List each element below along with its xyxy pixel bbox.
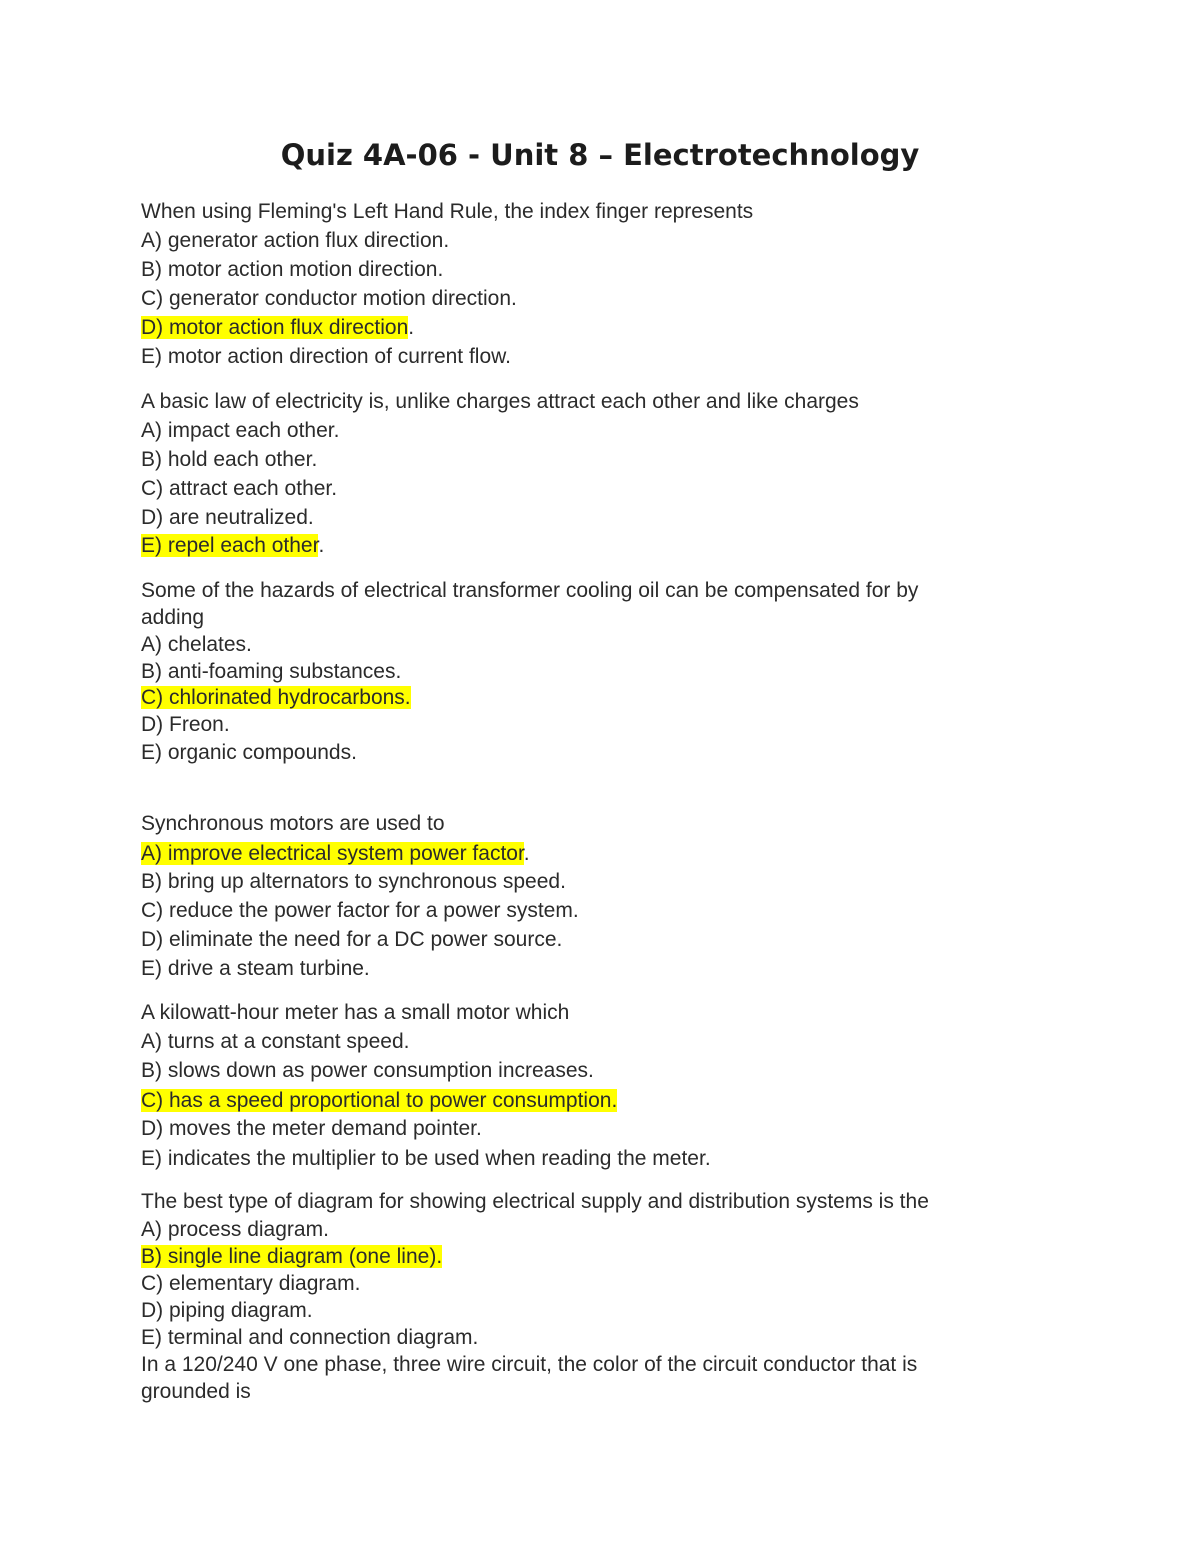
answer-option: E) drive a steam turbine. <box>141 957 370 980</box>
answer-option: B) slows down as power consumption increases. <box>141 1059 594 1082</box>
answer-option: C) reduce the power factor for a power system. <box>141 899 579 922</box>
answer-option: D) are neutralized. <box>141 506 314 529</box>
answer-option: A) turns at a constant speed. <box>141 1030 410 1053</box>
question-text: Synchronous motors are used to <box>141 812 445 835</box>
answer-option: D) eliminate the need for a DC power source. <box>141 928 563 951</box>
page-title: Quiz 4A-06 - Unit 8 – Electrotechnology <box>280 138 920 172</box>
answer-option-correct <box>141 840 530 868</box>
answer-option-correct <box>141 532 324 560</box>
question-text: A basic law of electricity is, unlike charges attract each other and like charges <box>141 390 859 413</box>
answer-option-correct <box>141 684 411 712</box>
answer-option: A) generator action flux direction. <box>141 229 450 252</box>
answer-option: E) motor action direction of current flow. <box>141 345 511 368</box>
answer-option: B) hold each other. <box>141 448 318 471</box>
question-text: In a 120/240 V one phase, three wire circuit, the color of the circuit conductor that is <box>141 1353 918 1376</box>
answer-option: E) terminal and connection diagram. <box>141 1326 479 1349</box>
correct-answer-highlight: B) single line diagram (one line). <box>141 1245 443 1268</box>
answer-option: C) attract each other. <box>141 477 338 500</box>
answer-option: B) bring up alternators to synchronous speed. <box>141 870 566 893</box>
correct-answer-highlight: A) improve electrical system power factor <box>141 842 524 865</box>
answer-punctuation: . <box>408 316 415 339</box>
answer-option: E) indicates the multiplier to be used when reading the meter. <box>141 1147 711 1170</box>
answer-option: A) impact each other. <box>141 419 340 442</box>
answer-option-correct <box>141 314 414 342</box>
answer-option: D) Freon. <box>141 713 230 736</box>
answer-option: E) organic compounds. <box>141 741 357 764</box>
answer-option-correct <box>141 1087 617 1115</box>
answer-option: C) generator conductor motion direction. <box>141 287 517 310</box>
answer-option: C) elementary diagram. <box>141 1272 361 1295</box>
answer-option: B) anti-foaming substances. <box>141 660 402 683</box>
correct-answer-highlight: C) has a speed proportional to power consumption. <box>141 1089 618 1112</box>
answer-option: A) chelates. <box>141 633 252 656</box>
answer-option: A) process diagram. <box>141 1218 329 1241</box>
correct-answer-highlight: D) motor action flux direction <box>141 316 409 339</box>
correct-answer-highlight: C) chlorinated hydrocarbons. <box>141 686 411 709</box>
question-text: The best type of diagram for showing electrical supply and distribution systems is the <box>141 1190 929 1213</box>
question-text: grounded is <box>141 1380 251 1403</box>
answer-punctuation: . <box>318 534 325 557</box>
answer-option: B) motor action motion direction. <box>141 258 444 281</box>
question-text: When using Fleming's Left Hand Rule, the index finger represents <box>141 200 754 223</box>
correct-answer-highlight: E) repel each other <box>141 534 319 557</box>
question-text: Some of the hazards of electrical transformer cooling oil can be compensated for by <box>141 579 919 602</box>
question-text: A kilowatt-hour meter has a small motor which <box>141 1001 570 1024</box>
question-text: adding <box>141 606 205 629</box>
answer-punctuation: . <box>523 842 530 865</box>
answer-option: D) moves the meter demand pointer. <box>141 1117 482 1140</box>
answer-option-correct <box>141 1243 442 1271</box>
answer-option: D) piping diagram. <box>141 1299 313 1322</box>
